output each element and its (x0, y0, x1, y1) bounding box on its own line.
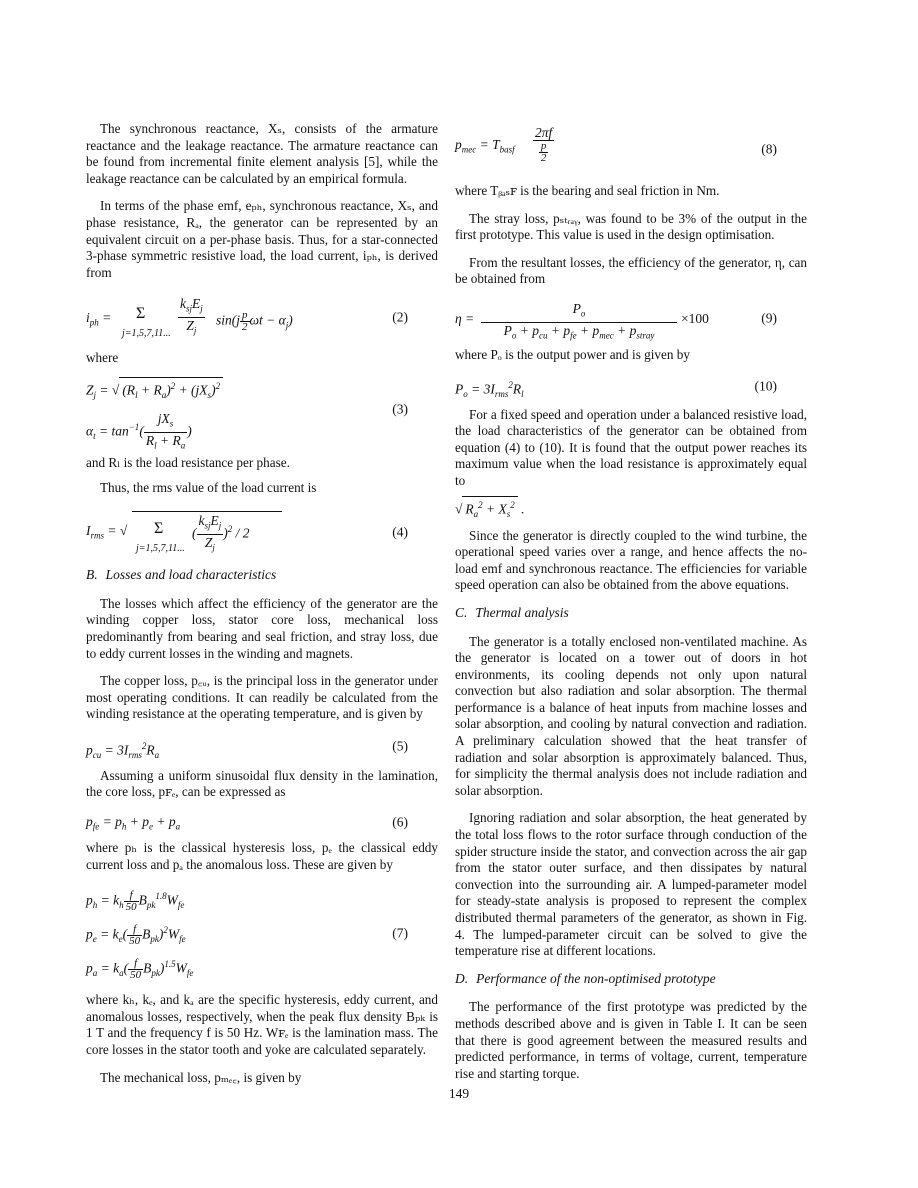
paragraph-performance: The performance of the first prototype was predicted by the methods described above and is given in Table I. It can be seen that there is good agreement between the measured results and predicted performance, in terms of voltage, current, temperature rise and starting torque. (455, 999, 807, 1081)
equation-number: (4) (392, 524, 408, 540)
equation-number: (9) (761, 310, 777, 326)
equation-number: (3) (392, 401, 408, 417)
equation-number: (2) (392, 310, 408, 326)
right-column (455, 121, 807, 1093)
page-number: 149 (448, 1086, 470, 1101)
paragraph-phase-emf: In terms of the phase emf, eₚₕ, synchronous reactance, Xₛ, and phase resistance, Rₐ, the generator can be represented by an equivalent circuit on a per-phase basis. Thus, for a star-connected 3-phase symmetric resistive load, the load current, iₚₕ, is derived from (86, 198, 438, 280)
equation-3: $Z_j$ = √ $(R_l + R_a)^2 + (jX_s)^2$ $\alpha_t = \tan^{-1}$( $\frac{jX_s}{R_l + R_a}$ ) (3) (86, 373, 438, 447)
paragraph-rms-intro: Thus, the rms value of the load current is (100, 479, 317, 495)
equation-2: $i_{ph}$ = Σ j=1,5,7,11... $k_{sj}E_j$ $Z_j$ sin(j $\frac{p}{2}$ $\omega t - \alpha_j$) (2) (86, 296, 408, 340)
equation-5: $p_{cu} = 3I_{rms}^2R_a$ (5) (86, 738, 408, 761)
paragraph-losses: The losses which affect the efficiency of the generator are the winding copper loss, stator core loss, mechanical loss predominantly from bearing and seal friction, and stray loss, due to eddy current losses in the winding and magnets. (86, 595, 438, 661)
paragraph-hysteresis: where pₕ is the classical hysteresis loss, pₑ the classical eddy current loss and pₐ the anomalous loss. These are given by (86, 840, 438, 872)
equation-number: (10) (754, 378, 777, 394)
equation-number: (6) (392, 814, 408, 830)
equation-10: $P_o = 3I_{rms}^2R_l$ (10) (455, 378, 777, 399)
paragraph-thermal: The generator is a totally enclosed non-ventilated machine. As the generator is located on a tower out of doors in hot environments, its cooling depends not only upon natural convection but also radiation and solar absorption. The thermal performance is a balance of heat inputs from machine losses and solar absorption, and cooling by natural convection and radiation. A preliminary calculation showed that the heat transfer of radiation and solar absorption is approximately balanced. Thus, for simplicity the thermal analysis does not include radiation and solar absorption. (455, 633, 807, 798)
section-heading-b: B. Losses and load characteristics (86, 567, 277, 583)
equation-7: $p_h = k_h$ $\frac{f}{50}$ $B_{pk}^{1.8}W_{fe}$ $p_e = k_e$( $\frac{f}{50}$ $B_{pk})^2W_{fe}$ $p_a = k_a$( $\frac{f}{50}$ $B_{pk})^{1.5}W_{fe}$ (7) (86, 889, 408, 982)
paragraph-load-characteristics: For a fixed speed and operation under a balanced resistive load, the load characteristics of the generator can be obtained from equation (4) to (10). It is found that the output power reaches its maximum value when the load resistance is approximately equal to (455, 406, 807, 488)
section-heading-d: D. Performance of the non-optimised prototype (455, 970, 716, 986)
paragraph-core-loss: Assuming a uniform sinusoidal flux density in the lamination, the core loss, pꜰₑ, can be expressed as (86, 767, 438, 800)
left-column (86, 121, 438, 1097)
equation-8: $p_{mec} = T_{basf}$ $\frac{2\pi f}{\frac{p}{2}}$ (8) (455, 125, 777, 164)
equation-6: $p_{fe} = p_h + p_e + p_a$ (6) (86, 814, 408, 832)
equation-max-power-condition: √ $R_a^2 + X_s^2$ . (455, 492, 807, 518)
paragraph-heat-flow: Ignoring radiation and solar absorption, the heat generated by the total loss flows to the rotor surface through conduction of the spider structure inside the stator, and convection across the air gap from the stator outer surface, and then dissipates by natural convection into the surrounding air. A lumped-parameter model for steady-state analysis is proposed to represent the complex distributed thermal parameters of the generator, as shown in Fig. 4. The lumped-parameter circuit can be solved to give the temperature rise at different locations. (455, 810, 807, 959)
paragraph-output-power: where Pₒ is the output power and is given by (455, 346, 690, 362)
equation-number: (7) (392, 925, 408, 941)
section-heading-c: C. Thermal analysis (455, 604, 569, 620)
paragraph-bearing-friction: where Tᵦₐₛꜰ is the bearing and seal friction in Nm. (455, 183, 720, 198)
paragraph-mechanical-loss: The mechanical loss, pₘₑ꜀, is given by (100, 1069, 302, 1085)
paragraph-load-resistance: and Rₗ is the load resistance per phase. (86, 454, 290, 470)
paragraph-efficiency: From the resultant losses, the efficiency of the generator, η, can be obtained from (455, 254, 807, 287)
equation-9: η = $P_o$ $P_o + p_{cu} + p_{fe} + p_{mec} + p_{stray}$ ×100 (9) (455, 300, 777, 341)
paragraph-copper-loss: The copper loss, p꜀ᵤ, is the principal loss in the generator under most operating conditions. It can readily be calculated from the winding resistance at the operating temperature, and is given by (86, 673, 438, 722)
paragraph-wind-turbine: Since the generator is directly coupled to the wind turbine, the operational speed varies over a range, and hence affects the no-load emf and synchronous reactance. The efficiencies for variable speed operation can also be obtained from the above equations. (455, 527, 807, 593)
equation-number: (8) (761, 141, 777, 157)
equation-4: $I_{rms}$ = √ Σ j=1,5,7,11... ( $\frac{k_{sj}E_j}{Z_j}$ )$^2$ / 2 (4) (86, 513, 408, 555)
paragraph-synchronous-reactance: The synchronous reactance, Xₛ, consists of the armature reactance and the leakage reactance. The armature reactance can be found from incremental finite element analysis [5], while the leakage reactance can be calculated by an empirical formula. (86, 121, 438, 186)
paragraph-stray-loss: The stray loss, pₛₜᵣₐᵧ, was found to be 3% of the output in the first prototype. This value is used in the design optimisation. (455, 210, 807, 243)
where-label: where (86, 350, 119, 366)
equation-number: (5) (392, 738, 408, 754)
paragraph-coefficients: where kₕ, kₑ, and kₐ are the specific hysteresis, eddy current, and anomalous losses, respectively, when the peak flux density Bₚₖ is 1 T and the frequency f is 50 Hz. Wꜰₑ is the lamination mass. The core losses in the stator tooth and yoke are calculated separately. (86, 992, 438, 1058)
